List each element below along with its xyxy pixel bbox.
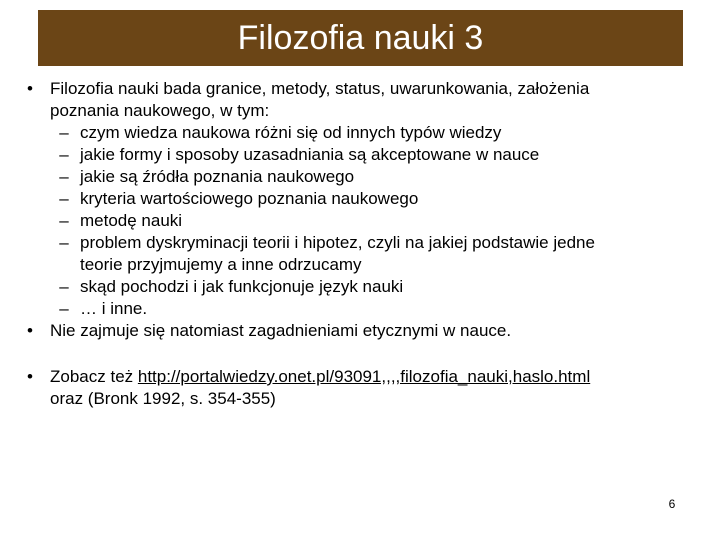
spacer <box>20 342 700 354</box>
sub-item <box>20 276 700 298</box>
sub-item-text: jakie formy i sposoby uzasadniania są akceptowane w nauce <box>80 145 540 164</box>
sub-item <box>20 122 700 144</box>
ethics-text: Nie zajmuje się natomiast zagadnieniami etycznymi w nauce. <box>50 321 512 340</box>
dash-icon: – <box>59 233 69 252</box>
sub-item <box>20 188 700 210</box>
bullet-item-ethics <box>20 320 700 342</box>
intro-line-1: Filozofia nauki bada granice, metody, status, uwarunkowania, założenia <box>50 79 590 98</box>
dash-icon: – <box>59 299 69 318</box>
sub-item <box>20 144 700 166</box>
bullet-item-intro <box>20 78 700 122</box>
sub-item-text-continued: teorie przyjmujemy a inne odrzucamy <box>80 255 362 274</box>
sub-item-text: skąd pochodzi i jak funkcjonuje język nauki <box>80 277 404 296</box>
dash-icon: – <box>59 189 69 208</box>
see-also-suffix: oraz (Bronk 1992, s. 354-355) <box>50 389 276 408</box>
slide-content <box>20 78 700 410</box>
bullet-icon: • <box>27 321 33 340</box>
see-also-prefix: Zobacz też <box>50 367 138 386</box>
dash-icon: – <box>59 123 69 142</box>
sub-item-text: kryteria wartościowego poznania naukowego <box>80 189 419 208</box>
see-also-line <box>50 366 700 388</box>
sub-item <box>20 166 700 188</box>
slide-title: Filozofia nauki 3 <box>237 18 484 57</box>
page-number: 6 <box>668 497 676 511</box>
bullet-item-see-also <box>20 366 700 410</box>
dash-icon: – <box>59 277 69 296</box>
sub-item-text: metodę nauki <box>80 211 183 230</box>
sub-item <box>20 298 700 320</box>
portalwiedzy-link[interactable]: http://portalwiedzy.onet.pl/93091,,,,filozofia_nauki,haslo.html <box>137 367 591 386</box>
sub-item <box>20 210 700 232</box>
dash-icon: – <box>59 145 69 164</box>
bullet-icon: • <box>27 79 33 98</box>
dash-icon: – <box>59 211 69 230</box>
sub-item <box>20 232 700 276</box>
dash-icon: – <box>59 167 69 186</box>
sub-item-text: problem dyskryminacji teorii i hipotez, czyli na jakiej podstawie jedne <box>80 233 595 252</box>
spacer <box>20 354 700 366</box>
intro-line-2: poznania naukowego, w tym: <box>50 101 270 120</box>
sub-item-text: … i inne. <box>80 299 148 318</box>
slide-title-bar <box>38 10 683 66</box>
sub-item-text: jakie są źródła poznania naukowego <box>80 167 355 186</box>
sub-item-text: czym wiedza naukowa różni się od innych typów wiedzy <box>80 123 502 142</box>
bullet-icon: • <box>27 367 33 386</box>
